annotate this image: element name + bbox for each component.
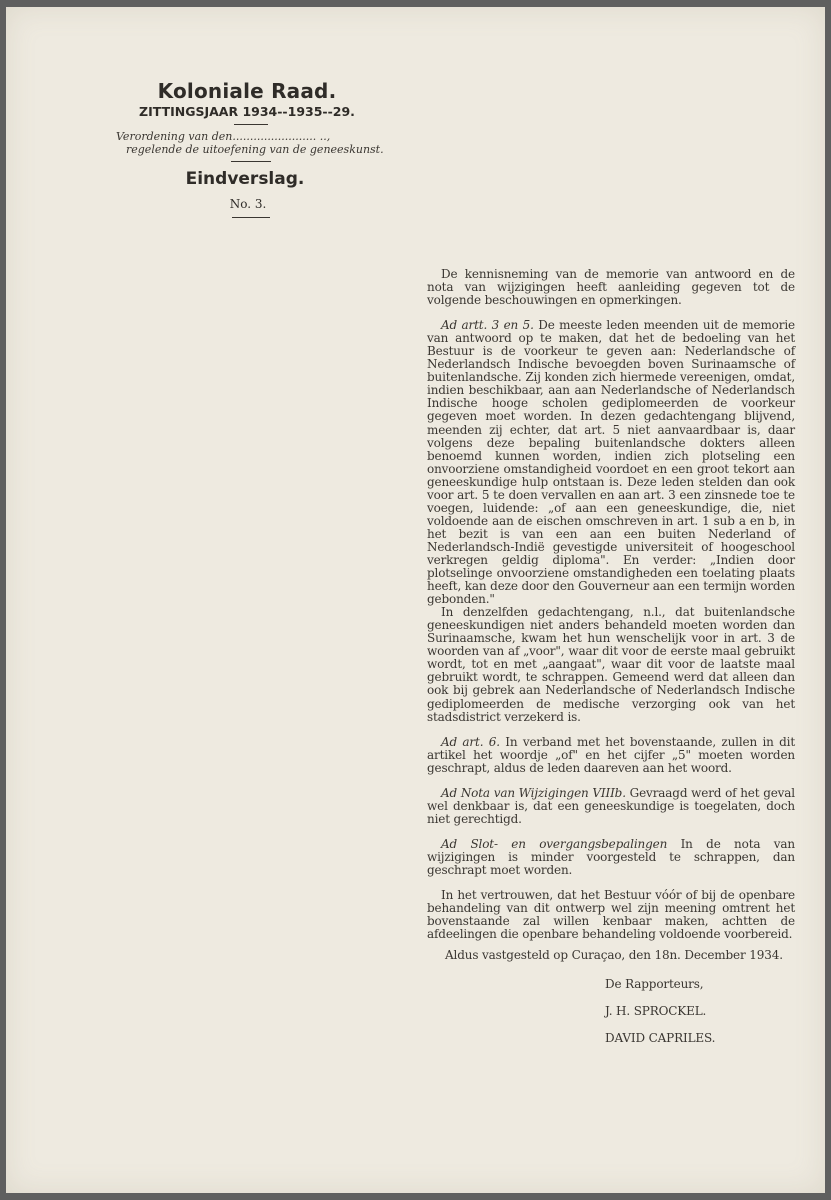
council-title: Koloniale Raad. (157, 79, 337, 103)
signer-1: J. H. SPROCKEL. (605, 1004, 707, 1019)
trust-paragraph: In het vertrouwen, dat het Bestuur vóór of bij de openbare behandeling van dit ontwerp wel zijn meening omtrent het bovenstaande zal willen kenbaar maken, achtten de afdeelingen die openbare behandeling voldoende voorbereid. (427, 888, 795, 942)
nota-text: Gevraagd werd of het geval wel denkbaar is, dat een geneeskundige is toegelaten, doch niet gerechtigd. (427, 785, 795, 826)
articles-3-5-text: De meeste leden meenden uit de memorie van antwoord op te maken, dat het de bedoeling van het Bestuur is de voorkeur te geven aan: Nederlandsche of Nederlandsch Indische bevoegden boven Surinaamsche of buitenlandsche. Zij konden zich hiermede vereenigen, omdat, indien beschikbaar, aan aan Nederlandsche of Nederlandsch Indische hooge scholen gediplomeerden de voorkeur gegeven moet worden. In dezen gedachtengang blijvend, meenden zij echter, dat art. 5 niet aanvaardbaar is, daar volgens deze bepaling buitenlandsche dokters alleen benoemd kunnen worden, indien zich plotseling een onvoorziene omstandigheid voordoet en een groot tekort aan geneeskundige hulp ontstaan is. Deze leden stelden dan ook voor art. 5 te doen vervallen en aan art. 3 een zinsnede toe te voegen, luidende: „of aan een geneeskundige, die, niet voldoende aan de eischen omschreven in art. 1 sub a en b, in het bezit is van een aan een buiten Nederland of Nederlandsch-Indië gevestigde universiteit of hoogeschool verkregen geldig diploma". En verder: „Indien door plotselinge onvoorziene omstandigheden een toelating plaats heeft, kan deze door den Gouverneur aan een termijn worden gebonden." (427, 318, 795, 607)
closing-block (427, 949, 795, 1045)
nota-heading: Ad Nota van Wijzigingen VIIIb. (441, 785, 626, 800)
document-number: No. 3. (229, 197, 267, 211)
divider (232, 217, 270, 218)
article-6-text: In verband met het bovenstaande, zullen in dit artikel het woordje „of" en het cijfer „5" moeten worden geschrapt, aldus de leden daareven aan het woord. (427, 734, 795, 775)
article-6-heading: Ad art. 6. (441, 734, 500, 749)
document-page (6, 7, 825, 1193)
final-provisions-heading: Ad Slot- en overgangsbepalingen (441, 836, 668, 851)
session-year: ZITTINGSJAAR 1934--1935--29. (139, 104, 355, 119)
rapporteurs-label: De Rapporteurs, (605, 977, 704, 992)
subject-line-1: Verordening van den........................ .., (116, 130, 331, 143)
articles-3-5-paragraph (427, 319, 795, 606)
articles-3-5-heading: Ad artt. 3 en 5. (441, 318, 534, 333)
final-provisions-paragraph (427, 838, 795, 877)
report-title: Eindverslag. (185, 169, 305, 189)
place-date: Aldus vastgesteld op Curaçao, den 18n. December 1934. (445, 948, 783, 963)
articles-3-5-continuation: In denzelfden gedachtengang, n.l., dat buitenlandsche geneeskundigen niet anders behandeld moeten worden dan Surinaamsche, kwam het hun wenschelijk voor in art. 3 de woorden van af „voor", waar dit voor de eerste maal gebruikt wordt, tot en met „aangaat", waar dit voor de laatste maal gebruikt wordt, te schrappen. Gemeend werd dat alleen dan ook bij gebrek aan Nederlandsche of Nederlandsch Indische gediplomeerden de medische verzorging ook van het stadsdistrict verzekerd is. (427, 605, 795, 724)
subject-line-2: regelende de uitoefening van de geneeskunst. (126, 143, 384, 156)
final-provisions-text: In de nota van wijzigingen is minder voorgesteld te schrappen, dan geschrapt moet worden. (427, 836, 796, 877)
intro-paragraph: De kennisneming van de memorie van antwoord en de nota van wijzigingen heeft aanleiding gegeven tot de volgende beschouwingen en opmerkingen. (427, 267, 795, 308)
article-6-paragraph (427, 736, 795, 775)
ordinance-subject (116, 130, 386, 156)
nota-paragraph (427, 787, 795, 826)
report-body (427, 268, 795, 1059)
document-header (116, 79, 386, 218)
divider (234, 124, 268, 125)
divider (231, 161, 271, 162)
signer-2: DAVID CAPRILES. (605, 1031, 716, 1046)
